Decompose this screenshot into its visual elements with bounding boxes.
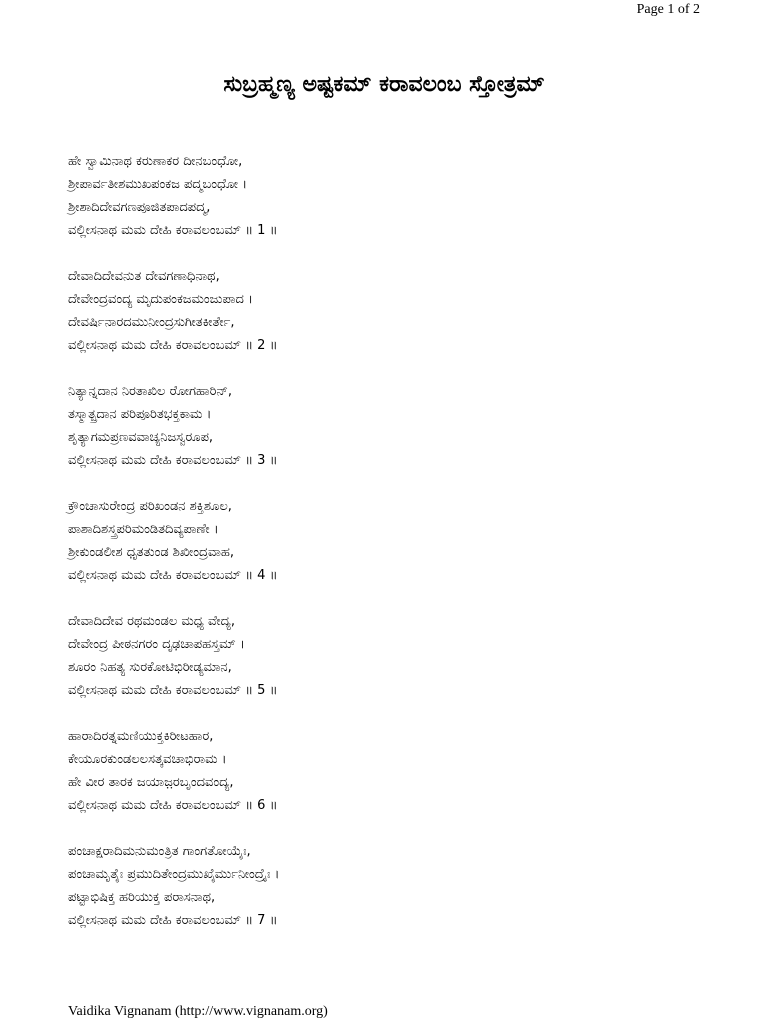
verse-line: ವಲ್ಲೀಸನಾಥ ಮಮ ದೇಹಿ ಕರಾವಲಂಬಮ್ ॥ 7 ॥: [68, 913, 278, 928]
verse-line: ವಲ್ಲೀಸನಾಥ ಮಮ ದೇಹಿ ಕರಾವಲಂಬಮ್ ॥ 2 ॥: [68, 338, 278, 353]
verse-line: ಹಾರಾದಿರತ್ನಮಣಿಯುಕ್ತಕಿರೀಟಹಾರ,: [68, 729, 214, 744]
verse-line: ವಲ್ಲೀಸನಾಥ ಮಮ ದೇಹಿ ಕರಾವಲಂಬಮ್ ॥ 4 ॥: [68, 568, 278, 583]
verse-line: ಶ್ರೀಪಾರ್ವತೀಶಮುಖಪಂಕಜ ಪದ್ಮಬಂಧೋ ।: [68, 177, 248, 192]
verse-line: ಹೇ ವೀರ ತಾರಕ ಜಯಾಜ಼ರಬೃಂದವಂದ್ಯ,: [68, 775, 234, 790]
verse-line: ದೇವರ್ಷಿನಾರದಮುನೀಂದ್ರಸುಗೀತಕೀರ್ತೇ,: [68, 315, 235, 330]
verse-line: ಪಟ್ಟಾಭಿಷಿಕ್ತ ಹರಿಯುಕ್ತ ಪರಾಸನಾಥ,: [68, 890, 216, 905]
verse-line: ದೇವೇಂದ್ರವಂದ್ಯ ಮೃದುಪಂಕಜಮಂಜುಪಾದ ।: [68, 292, 253, 307]
verse-line: ತಸ್ಮಾತ್ಪ್ರದಾನ ಪರಿಪೂರಿತಭಕ್ತಕಾಮ ।: [68, 407, 212, 422]
verse-line: ವಲ್ಲೀಸನಾಥ ಮಮ ದೇಹಿ ಕರಾವಲಂಬಮ್ ॥ 5 ॥: [68, 683, 278, 698]
verse-line: ಪಾಶಾದಿಶಸ್ತ್ರಪರಿಮಂಡಿತದಿವ್ಯಪಾಣೇ ।: [68, 522, 219, 537]
verse-line: ಶ್ರೀಕುಂಡಲೀಶ ಧೃತತುಂಡ ಶಿಖೀಂದ್ರವಾಹ,: [68, 545, 235, 560]
stanza-4: [68, 495, 708, 587]
verse-line: ದೇವಾದಿದೇವ ರಥಮಂಡಲ ಮಧ್ಯ ವೇದ್ಯ,: [68, 614, 235, 629]
stanza-5: [68, 610, 708, 702]
verse-line: ಹೇ ಸ್ವಾಮಿನಾಥ ಕರುಣಾಕರ ದೀನಬಂಧೋ,: [68, 154, 243, 169]
verse-line: ವಲ್ಲೀಸನಾಥ ಮಮ ದೇಹಿ ಕರಾವಲಂಬಮ್ ॥ 3 ॥: [68, 453, 278, 468]
verse-line: ಪಂಚಾಮೃತೈಃ ಪ್ರಮುದಿತೇಂದ್ರಮುಖೈರ್ಮುನೀಂದ್ರೈಃ ।: [68, 867, 280, 882]
verse-line: ವಲ್ಲೀಸನಾಥ ಮಮ ದೇಹಿ ಕರಾವಲಂಬಮ್ ॥ 1 ॥: [68, 223, 278, 238]
verse-line: ದೇವಾದಿದೇವನುತ ದೇವಗಣಾಧಿನಾಥ,: [68, 269, 220, 284]
verse-line: ಪಂಚಾಕ್ಷರಾದಿಮನುಮಂತ್ರಿತ ಗಾಂಗತೋಯೈಃ,: [68, 844, 251, 859]
verse-line: ನಿತ್ಯಾನ್ನದಾನ ನಿರತಾಖಿಲ ರೋಗಹಾರಿನ್,: [68, 384, 233, 399]
verse-line: ವಲ್ಲೀಸನಾಥ ಮಮ ದೇಹಿ ಕರಾವಲಂಬಮ್ ॥ 6 ॥: [68, 798, 278, 813]
verse-line: ದೇವೇಂದ್ರ ಪೀಠನಗರಂ ದೃಢಚಾಪಹಸ್ತಮ್ ।: [68, 637, 245, 652]
footer-source: Vaidika Vignanam (http://www.vignanam.org): [68, 1004, 328, 1019]
page-title: ಸುಬ್ರಹ್ಮಣ್ಯ ಅಷ್ಟಕಮ್ ಕರಾವಲಂಬ ಸ್ತೋತ್ರಮ್: [223, 72, 545, 97]
verse-line: ಶ್ರೀಶಾದಿದೇವಗಣಪೂಜಿತಪಾದಪದ್ಮ,: [68, 200, 211, 215]
verse-line: ಶೃತ್ಯಾಗಮಪ್ರಣವವಾಚ್ಯನಿಜಸ್ವರೂಪ,: [68, 430, 214, 445]
verse-line: ಕ್ರೌಂಚಾಸುರೇಂದ್ರ ಪರಿಖಂಡನ ಶಕ್ತಿಶೂಲ,: [68, 499, 232, 514]
verse-line: ಶೂರಂ ನಿಹತ್ಯ ಸುರಕೋಟಿಭಿರೀಡ್ಯಮಾನ,: [68, 660, 232, 675]
stanza-3: [68, 380, 708, 472]
stotram-body: [68, 150, 708, 955]
stanza-1: [68, 150, 708, 242]
page-number-label: Page 1 of 2: [636, 2, 700, 17]
stanza-7: [68, 840, 708, 932]
stanza-2: [68, 265, 708, 357]
stanza-6: [68, 725, 708, 817]
verse-line: ಕೇಯೂರಕುಂಡಲಲಸತ್ಕವಚಾಭಿರಾಮ ।: [68, 752, 227, 767]
